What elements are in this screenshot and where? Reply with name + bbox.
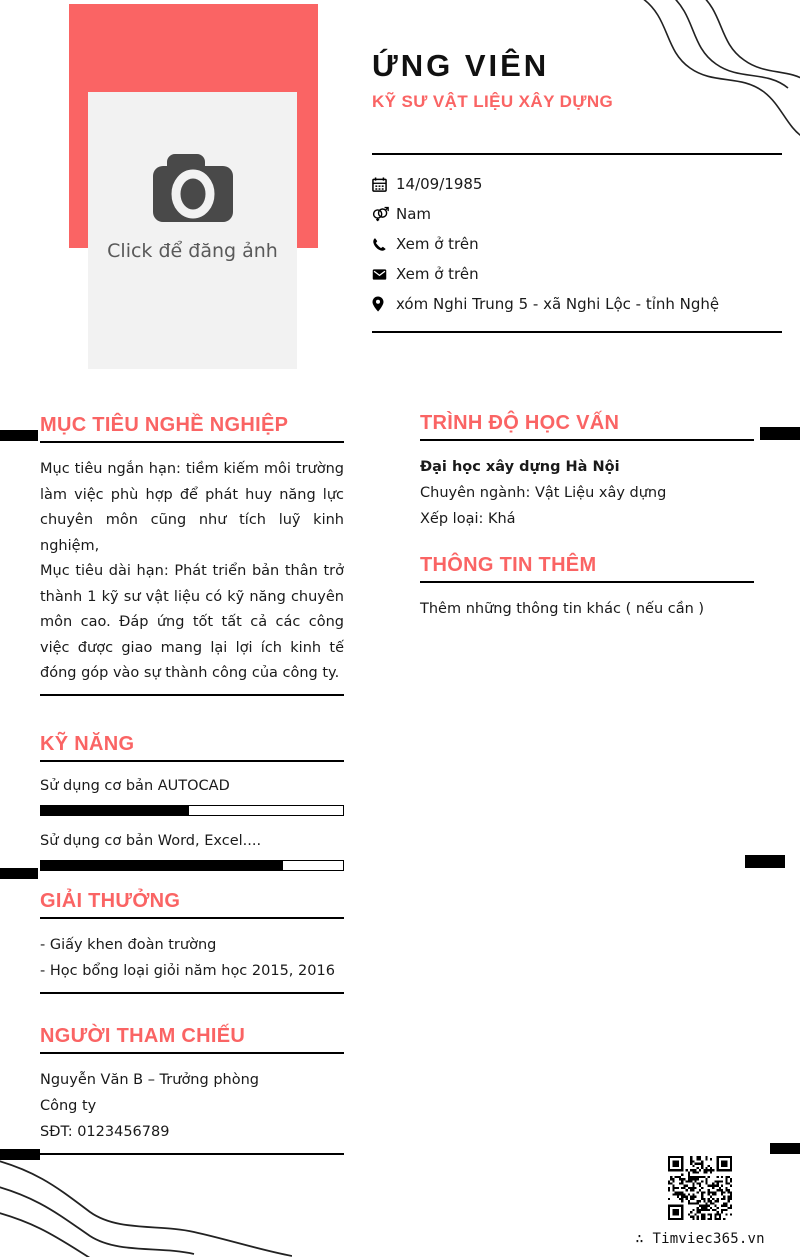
- contact-value-birthdate: 14/09/1985: [396, 175, 483, 193]
- section-title-reference: NGƯỜI THAM CHIẾU: [40, 1024, 246, 1047]
- reference-rule-bottom: [40, 1153, 344, 1155]
- calendar-icon: [372, 177, 396, 192]
- photo-upload-button[interactable]: [88, 92, 297, 369]
- contact-row-address: [372, 289, 782, 319]
- education-grade: Xếp loại: Khá: [420, 511, 516, 527]
- contact-row-email: [372, 259, 782, 289]
- skill-item: [40, 778, 344, 816]
- skill-item: [40, 833, 344, 871]
- education-school: Đại học xây dựng Hà Nội: [420, 459, 620, 475]
- section-awards: [40, 888, 344, 994]
- contact-block: [372, 153, 782, 333]
- contact-list: [372, 155, 782, 331]
- extra-info-text: Thêm những thông tin khác ( nếu cần ): [420, 601, 705, 617]
- objective-paragraph-2: Mục tiêu dài hạn: Phát triển bản thân trở thành 1 kỹ sư vật liệu có kỹ năng chuyên môn cao. Đáp ứng tốt tất cả các công việc được giao mang lại lợi ích kinh tế đóng góp vào sự thành công của công ty.: [40, 563, 344, 681]
- section-title-awards: GIẢI THƯỞNG: [40, 889, 181, 912]
- section-title-extra-info: THÔNG TIN THÊM: [420, 554, 597, 576]
- contact-rule-bottom: [372, 331, 782, 333]
- skill-progress-track[interactable]: [40, 805, 344, 816]
- awards-list: [40, 919, 344, 989]
- edge-marker-left-middle: [0, 868, 38, 879]
- objective-paragraph-1: Mục tiêu ngắn hạn: tiềm kiếm môi trường làm việc phù hợp để phát huy năng lực chuyên môn cũng như tích luỹ kinh nghiệm,: [40, 461, 344, 554]
- section-title-skills: KỸ NĂNG: [40, 732, 135, 755]
- contact-value-email: Xem ở trên: [396, 265, 479, 283]
- footer: [620, 1156, 780, 1247]
- camera-icon: [145, 144, 241, 228]
- photo-area: [69, 4, 318, 369]
- page-subtitle: KỸ SƯ VẬT LIỆU XÂY DỰNG: [372, 91, 614, 111]
- skill-progress-fill: [41, 806, 189, 815]
- page-title: ỨNG VIÊN: [372, 48, 550, 83]
- extra-info-body: [420, 583, 754, 627]
- brand-label: ∴ Timviec365.vn: [635, 1231, 765, 1247]
- header: [372, 48, 782, 112]
- education-major: Chuyên ngành: Vật Liệu xây dựng: [420, 485, 667, 501]
- award-item: - Giấy khen đoàn trường: [40, 936, 217, 953]
- section-objective: [40, 412, 344, 696]
- photo-upload-label: Click để đăng ảnh: [107, 240, 278, 262]
- education-list: [420, 441, 754, 537]
- award-item: - Học bổng loại giỏi năm học 2015, 2016: [40, 962, 335, 979]
- reference-line: Công ty: [40, 1097, 97, 1114]
- skill-label: Sử dụng cơ bản AUTOCAD: [40, 777, 230, 794]
- section-education: [420, 410, 754, 537]
- gender-icon: [372, 206, 396, 222]
- objective-text: [40, 443, 344, 691]
- section-title-education: TRÌNH ĐỘ HỌC VẤN: [420, 412, 620, 434]
- skill-progress-fill: [41, 861, 283, 870]
- qr-code: [668, 1156, 732, 1220]
- objective-rule-bottom: [40, 694, 344, 696]
- contact-row-birthdate: [372, 169, 782, 199]
- section-reference: [40, 1023, 344, 1155]
- contact-value-gender: Nam: [396, 205, 432, 223]
- reference-list: [40, 1054, 344, 1150]
- reference-line: SĐT: 0123456789: [40, 1123, 170, 1140]
- left-column: [40, 412, 344, 1165]
- contact-row-phone: [372, 229, 782, 259]
- edge-marker-right-bottom: [770, 1143, 800, 1154]
- section-title-objective: MỤC TIÊU NGHỀ NGHIỆP: [40, 414, 289, 436]
- skill-label: Sử dụng cơ bản Word, Excel....: [40, 832, 262, 849]
- edge-marker-left-bottom: [0, 1149, 40, 1160]
- phone-icon: [372, 237, 396, 252]
- contact-value-address: xóm Nghi Trung 5 - xã Nghi Lộc - tỉnh Nghệ: [396, 295, 720, 313]
- location-pin-icon: [372, 296, 396, 312]
- email-icon: [372, 268, 396, 281]
- section-extra-info: [420, 552, 754, 627]
- skills-list: [40, 762, 344, 871]
- edge-marker-left-top: [0, 430, 38, 441]
- section-skills: [40, 731, 344, 871]
- skill-progress-track[interactable]: [40, 860, 344, 871]
- contact-value-phone: Xem ở trên: [396, 235, 479, 253]
- edge-marker-right-top: [760, 427, 800, 440]
- contact-row-gender: [372, 199, 782, 229]
- reference-line: Nguyễn Văn B – Trưởng phòng: [40, 1071, 259, 1088]
- edge-marker-right-middle: [745, 855, 785, 868]
- right-column: [420, 410, 754, 637]
- awards-rule-bottom: [40, 992, 344, 994]
